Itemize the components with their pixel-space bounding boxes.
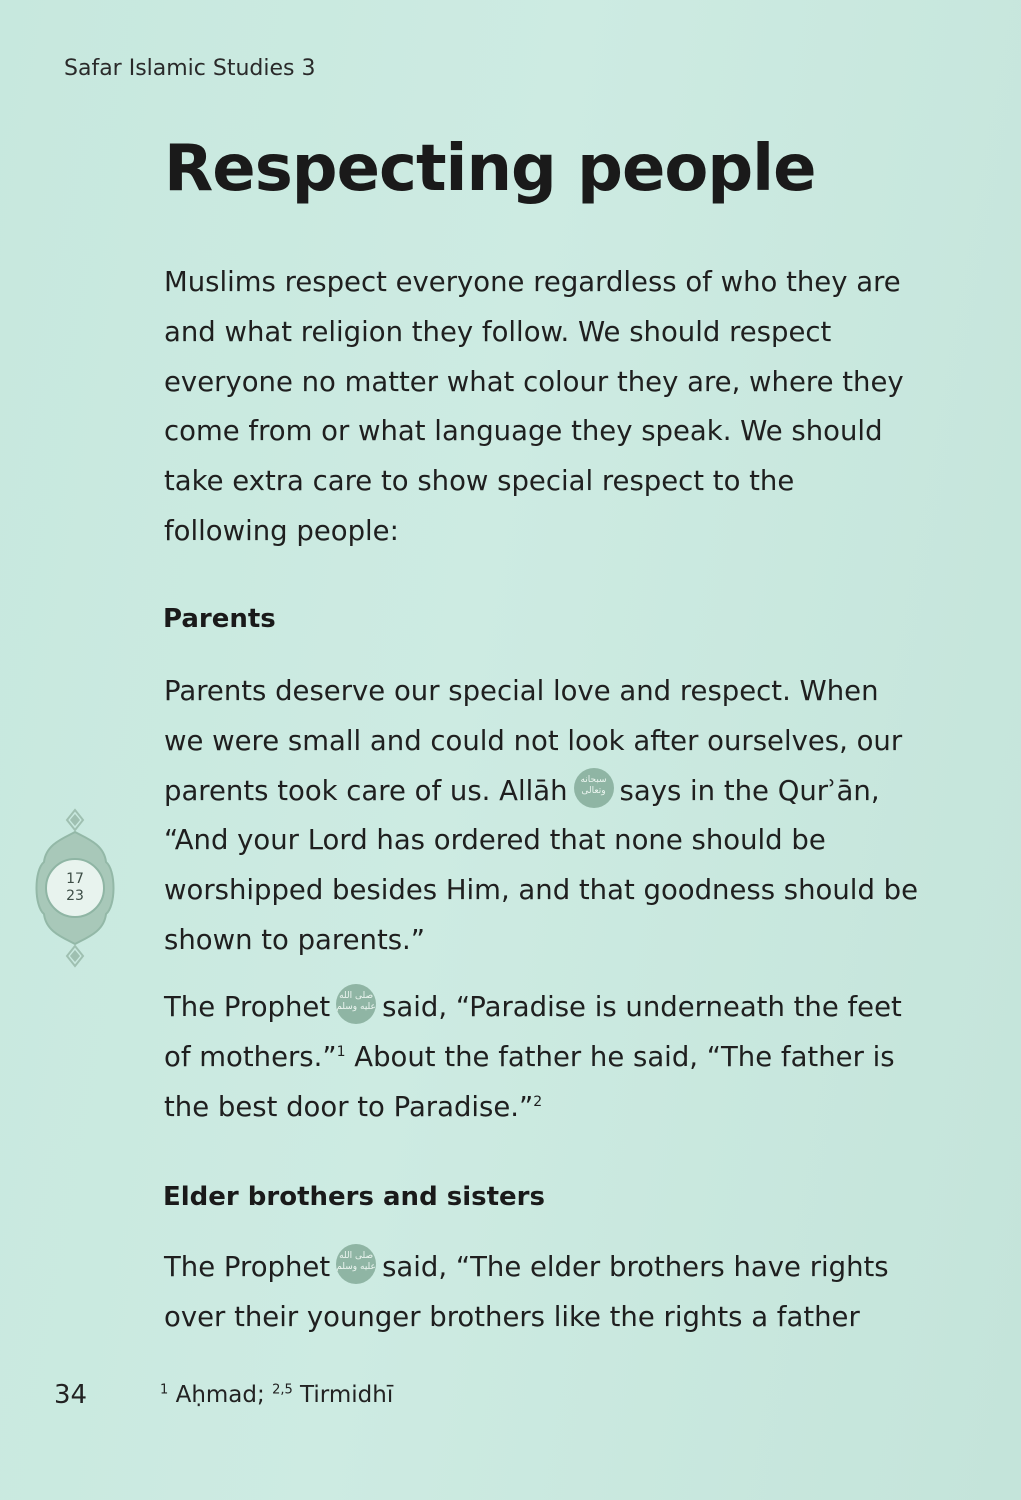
salla-honorific-icon: صلى الله عليه وسلم [336,984,376,1024]
text-line: over their younger brothers like the rights a father [164,1300,860,1333]
verse-ref-ayah: 23 [66,888,84,904]
footnote [160,1382,393,1408]
text-line: said, “The elder brothers have rights [382,1251,889,1283]
text-line: “And your Lord has ordered that none should be [164,824,826,857]
running-head: Safar Islamic Studies 3 [64,56,316,81]
text-line: About the father he said, “The father is [345,1040,895,1073]
verse-ref-surah: 17 [66,871,84,887]
footnote-source: Tirmidhī [292,1382,394,1408]
page-number: 34 [54,1380,88,1410]
intro-paragraph: Muslims respect everyone regardless of who they are and what religion they follow. We should respect everyone no matter what colour they are, where they come from or what language they speak. We should take extra care to show special respect to the following people: [164,266,904,547]
parents-paragraph-1 [164,667,924,966]
footnote-source: Aḥmad; [168,1382,273,1408]
footnote-marker: 1 [336,1043,346,1060]
text-line: parents took care of us. Allāh [164,774,568,807]
text-line: Parents deserve our special love and respect. When [164,675,879,707]
footnote-number: 2,5 [272,1382,293,1398]
text-line: of mothers.” [164,1040,337,1073]
section-heading-parents: Parents [163,604,276,634]
text-line: The Prophet [164,1251,331,1283]
page-title: Respecting people [164,132,816,206]
text-line: the best door to Paradise.” [164,1090,534,1123]
elders-paragraph-1 [164,1243,924,1343]
verse-reference-ornament [34,808,116,968]
footnote-marker: 2 [533,1093,543,1110]
text-line: we were small and could not look after ourselves, our [164,724,903,757]
text-line: worshipped besides Him, and that goodness should be [164,874,919,907]
text-line: said, “Paradise is underneath the feet [382,991,902,1023]
salla-honorific-icon: صلى الله عليه وسلم [336,1244,376,1284]
parents-paragraph-2 [164,983,924,1132]
section-heading-elders: Elder brothers and sisters [163,1182,545,1212]
footnote-number: 1 [160,1382,169,1398]
text-line: shown to parents.” [164,923,426,956]
text-line: says in the Qurʾān, [619,774,880,807]
subhanahu-honorific-icon: سبحانه وتعالى [574,768,614,808]
text-line: The Prophet [164,991,331,1023]
